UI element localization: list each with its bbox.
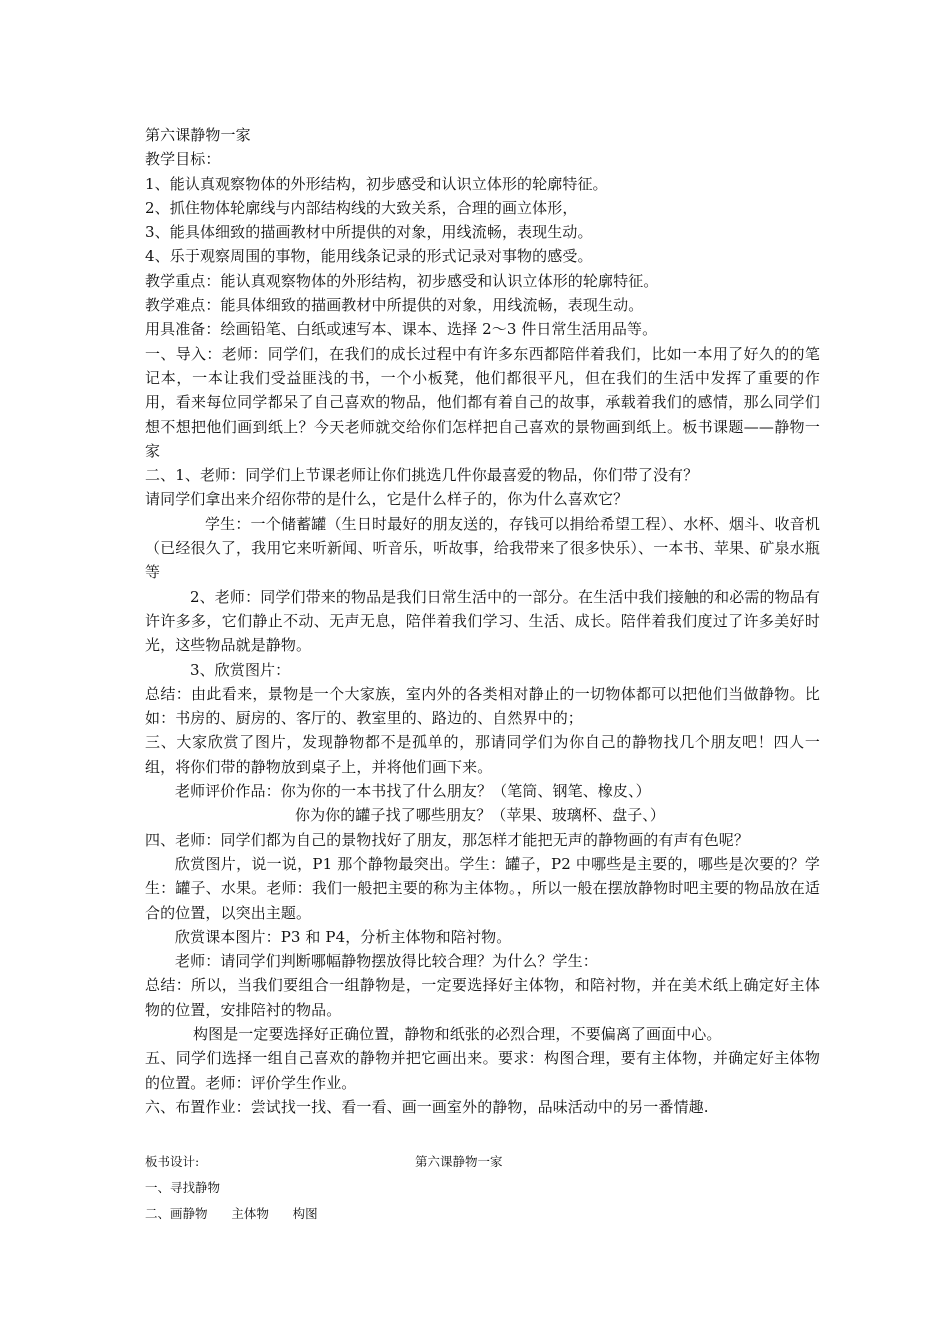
blackboard-design bbox=[145, 1149, 820, 1227]
paragraph: 总结：由此看来，景物是一个大家族，室内外的各类相对静止的一切物体都可以把他们当做静物。比如：书房的、厨房的、客厅的、教室里的、路边的、自然界中的； bbox=[145, 684, 820, 728]
paragraph: 4、乐于观察周围的事物，能用线条记录的形式记录对事物的感受。 bbox=[145, 247, 593, 266]
board-label: 板书设计: bbox=[145, 1154, 200, 1169]
paragraph: 教学目标： bbox=[145, 150, 221, 169]
paragraph: 学生：一个储蓄罐（生日时最好的朋友送的，存钱可以捐给希望工程）、水杯、烟斗、收音机（已经很久了，我用它来听新闻、听音乐，听故事，给我带来了很多快乐）、一本书、苹果、矿泉水瓶等 bbox=[145, 514, 820, 582]
paragraph: 请同学们拿出来介绍你带的是什么，它是什么样子的，你为什么喜欢它？ bbox=[145, 490, 629, 509]
paragraph: 欣赏图片，说一说，P1 那个静物最突出。学生：罐子，P2 中哪些是主要的，哪些是次要的？学生：罐子、水果。老师：我们一般把主要的称为主体物。，所以一般在摆放静物时吧主要的物品放在适合的位置，以突出主题。 bbox=[145, 854, 820, 922]
paragraph: 1、能认真观察物体的外形结构，初步感受和认识立体形的轮廓特征。 bbox=[145, 174, 608, 193]
paragraph: 教学重点：能认真观察物体的外形结构，初步感受和认识立体形的轮廓特征。 bbox=[145, 271, 659, 290]
paragraph: 老师评价作品：你为你的一本书找了什么朋友？（笔筒、钢笔、橡皮、） bbox=[175, 782, 651, 801]
paragraph: 老师：请同学们判断哪幅静物摆放得比较合理？为什么？学生： bbox=[175, 952, 598, 971]
board-line: 一、寻找静物 bbox=[145, 1180, 221, 1195]
paragraph: 你为你的罐子找了哪些朋友？（苹果、玻璃杯、盘子、） bbox=[295, 806, 666, 825]
lesson-plan-body bbox=[145, 123, 820, 1119]
paragraph: 二、1、老师：同学们上节课老师让你们挑选几件你最喜爱的物品，你们带了没有？ bbox=[145, 466, 699, 485]
paragraph: 2、老师：同学们带来的物品是我们日常生活中的一部分。在生活中我们接触的和必需的物品有许许多多，它们静止不动、无声无息，陪伴着我们学习、生活、成长。陪伴着我们度过了许多美好时光，这些物品就是静物。 bbox=[145, 587, 820, 655]
paragraph: 六、布置作业：尝试找一找、看一看、画一画室外的静物，品味活动中的另一番情趣. bbox=[145, 1097, 709, 1116]
paragraph: 教学难点：能具体细致的描画教材中所提供的对象，用线流畅，表现生动。 bbox=[145, 296, 644, 315]
paragraph: 三、大家欣赏了图片，发现静物都不是孤单的，那请同学们为你自己的静物找几个朋友吧！四人一组，将你们带的静物放到桌子上，并将他们画下来。 bbox=[145, 733, 820, 776]
paragraph: 3、欣赏图片： bbox=[190, 660, 291, 679]
paragraph: 一、导入：老师：同学们，在我们的成长过程中有许多东西都陪伴着我们，比如一本用了好久的的笔记本，一本让我们受益匪浅的书，一个小板凳，他们都很平凡，但在我们的生活中发挥了重要的作用，看来每位同学都呆了自己喜欢的物品，他们都有着自己的故事，承载着我们的感情，那么同学们想不想把他们画到纸上？今天老师就交给你们怎样把自己喜欢的景物画到纸上。板书课题——静物一家 bbox=[145, 344, 820, 460]
lesson-title: 第六课静物一家 bbox=[145, 126, 251, 144]
board-header bbox=[145, 1149, 820, 1175]
paragraph: 五、同学们选择一组自己喜欢的静物并把它画出来。要求：构图合理，要有主体物，并确定好主体物的位置。老师：评价学生作业。 bbox=[145, 1049, 820, 1092]
paragraph: 构图是一定要选择好正确位置，静物和纸张的必烈合理，不要偏离了画面中心。 bbox=[193, 1024, 722, 1043]
paragraph: 欣赏课本图片：P3 和 P4，分析主体物和陪衬物。 bbox=[175, 927, 512, 946]
paragraph: 四、老师：同学们都为自己的景物找好了朋友，那怎样才能把无声的静物画的有声有色呢？ bbox=[145, 830, 750, 849]
paragraph: 总结：所以，当我们要组合一组静物是，一定要选择好主体物，和陪衬物，并在美术纸上确定好主体物的位置，安排陪衬的物品。 bbox=[145, 976, 820, 1019]
board-line: 二、画静物 主体物 构图 bbox=[145, 1206, 318, 1221]
paragraph: 用具准备：绘画铅笔、白纸或速写本、课本、选择 2～3 件日常生活用品等。 bbox=[145, 320, 658, 339]
paragraph: 2、抓住物体轮廓线与内部结构线的大致关系，合理的画立体形， bbox=[145, 198, 578, 217]
board-title: 第六课静物一家 bbox=[415, 1154, 503, 1169]
paragraph: 3、能具体细致的描画教材中所提供的对象，用线流畅，表现生动。 bbox=[145, 223, 593, 242]
